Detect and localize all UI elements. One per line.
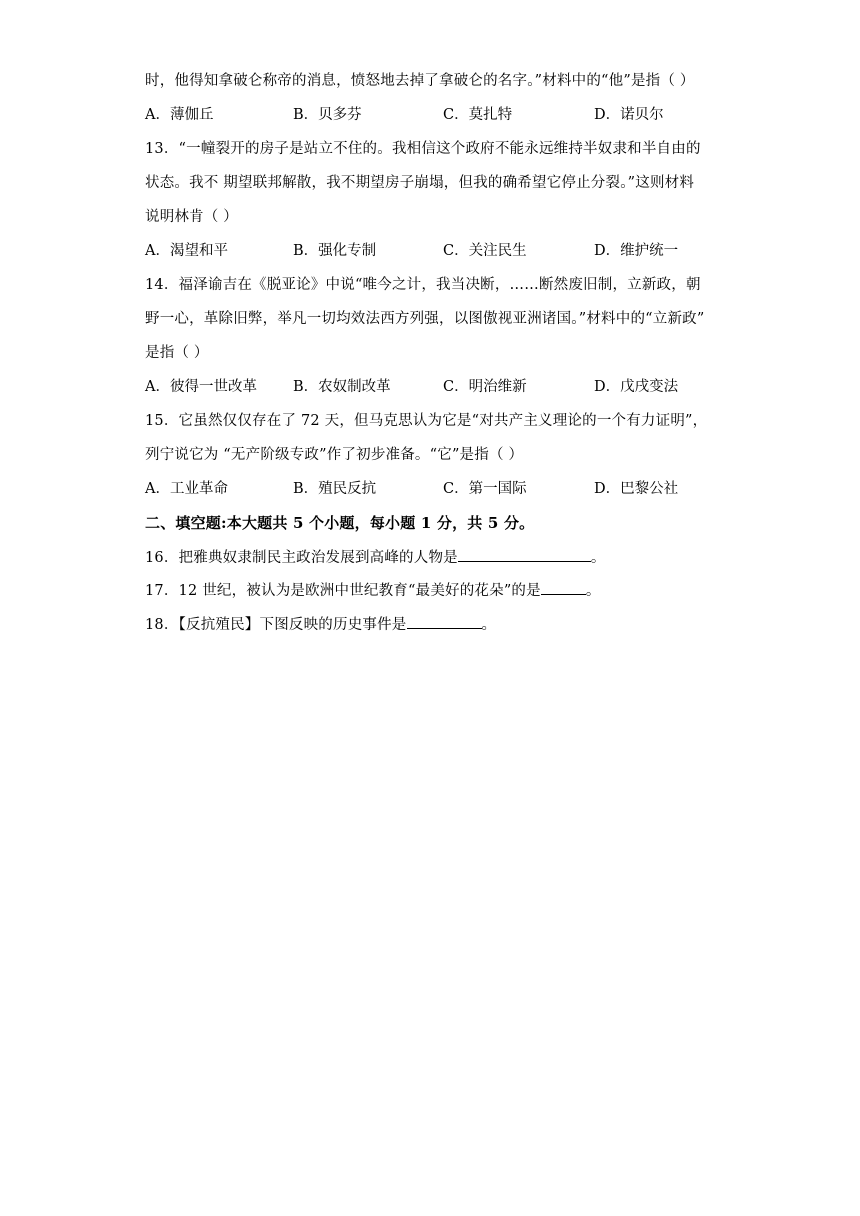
option-a: A．渴望和平 <box>145 243 228 259</box>
question-15-line-1: 15．它虽然仅仅存在了 72 天，但马克思认为它是“对共产主义理论的一个有力证明”， <box>145 413 708 429</box>
option-c: C．莫扎特 <box>443 107 513 123</box>
question-15-options <box>145 479 745 499</box>
question-18 <box>145 614 496 635</box>
option-a: A．彼得一世改革 <box>145 379 257 395</box>
question-17 <box>145 580 601 601</box>
answer-blank[interactable] <box>541 580 586 595</box>
option-c: C．明治维新 <box>443 379 527 395</box>
option-b: B．殖民反抗 <box>293 481 377 497</box>
section-heading: 二、填空题:本大题共 5 个小题，每小题 1 分，共 5 分。 <box>145 514 535 532</box>
question-18-text: 18．【反抗殖民】下图反映的历史事件是 <box>145 617 407 633</box>
question-17-end: 。 <box>585 583 601 599</box>
question-16 <box>145 547 606 568</box>
answer-blank[interactable] <box>407 614 482 629</box>
question-12-continued-text: 时，他得知拿破仑称帝的消息，愤怒地去掉了拿破仑的名字。”材料中的“他”是指（ ） <box>145 73 695 89</box>
question-13-line-3: 说明林肯（ ） <box>145 209 239 225</box>
question-14-line-3: 是指（ ） <box>145 345 209 361</box>
question-15-line-2: 列宁说它为 “无产阶级专政”作了初步准备。“它”是指（ ） <box>145 447 524 463</box>
option-b: B．贝多芬 <box>293 107 362 123</box>
option-a: A．薄伽丘 <box>145 107 214 123</box>
question-14-line-1: 14．福泽谕吉在《脱亚论》中说“唯今之计，我当决断，……断然废旧制，立新政，朝 <box>145 277 701 293</box>
option-c: C．关注民生 <box>443 243 527 259</box>
question-13-line-1: 13．“一幢裂开的房子是站立不住的。我相信这个政府不能永远维持半奴隶和半自由的 <box>145 141 701 157</box>
option-d: D．巴黎公社 <box>594 481 679 497</box>
question-17-text: 17．12 世纪，被认为是欧洲中世纪教育“最美好的花朵”的是 <box>145 583 541 599</box>
answer-blank[interactable] <box>458 547 591 562</box>
option-b: B．强化专制 <box>293 243 377 259</box>
question-16-end: 。 <box>590 550 606 566</box>
question-16-text: 16．把雅典奴隶制民主政治发展到高峰的人物是 <box>145 550 458 566</box>
option-a: A．工业革命 <box>145 481 228 497</box>
option-d: D．戊戌变法 <box>594 379 679 395</box>
option-d: D．维护统一 <box>594 243 679 259</box>
question-13-options <box>145 241 745 261</box>
option-b: B．农奴制改革 <box>293 379 391 395</box>
question-13-line-2: 状态。我不 期望联邦解散，我不期望房子崩塌，但我的确希望它停止分裂。”这则材料 <box>145 175 695 191</box>
question-12-options <box>145 105 745 125</box>
question-14-options <box>145 377 745 397</box>
option-d: D．诺贝尔 <box>594 107 664 123</box>
question-14-line-2: 野一心，革除旧弊，举凡一切均效法西方列强，以图傲视亚洲诸国。”材料中的“立新政” <box>145 311 705 327</box>
question-18-end: 。 <box>481 617 497 633</box>
option-c: C．第一国际 <box>443 481 527 497</box>
